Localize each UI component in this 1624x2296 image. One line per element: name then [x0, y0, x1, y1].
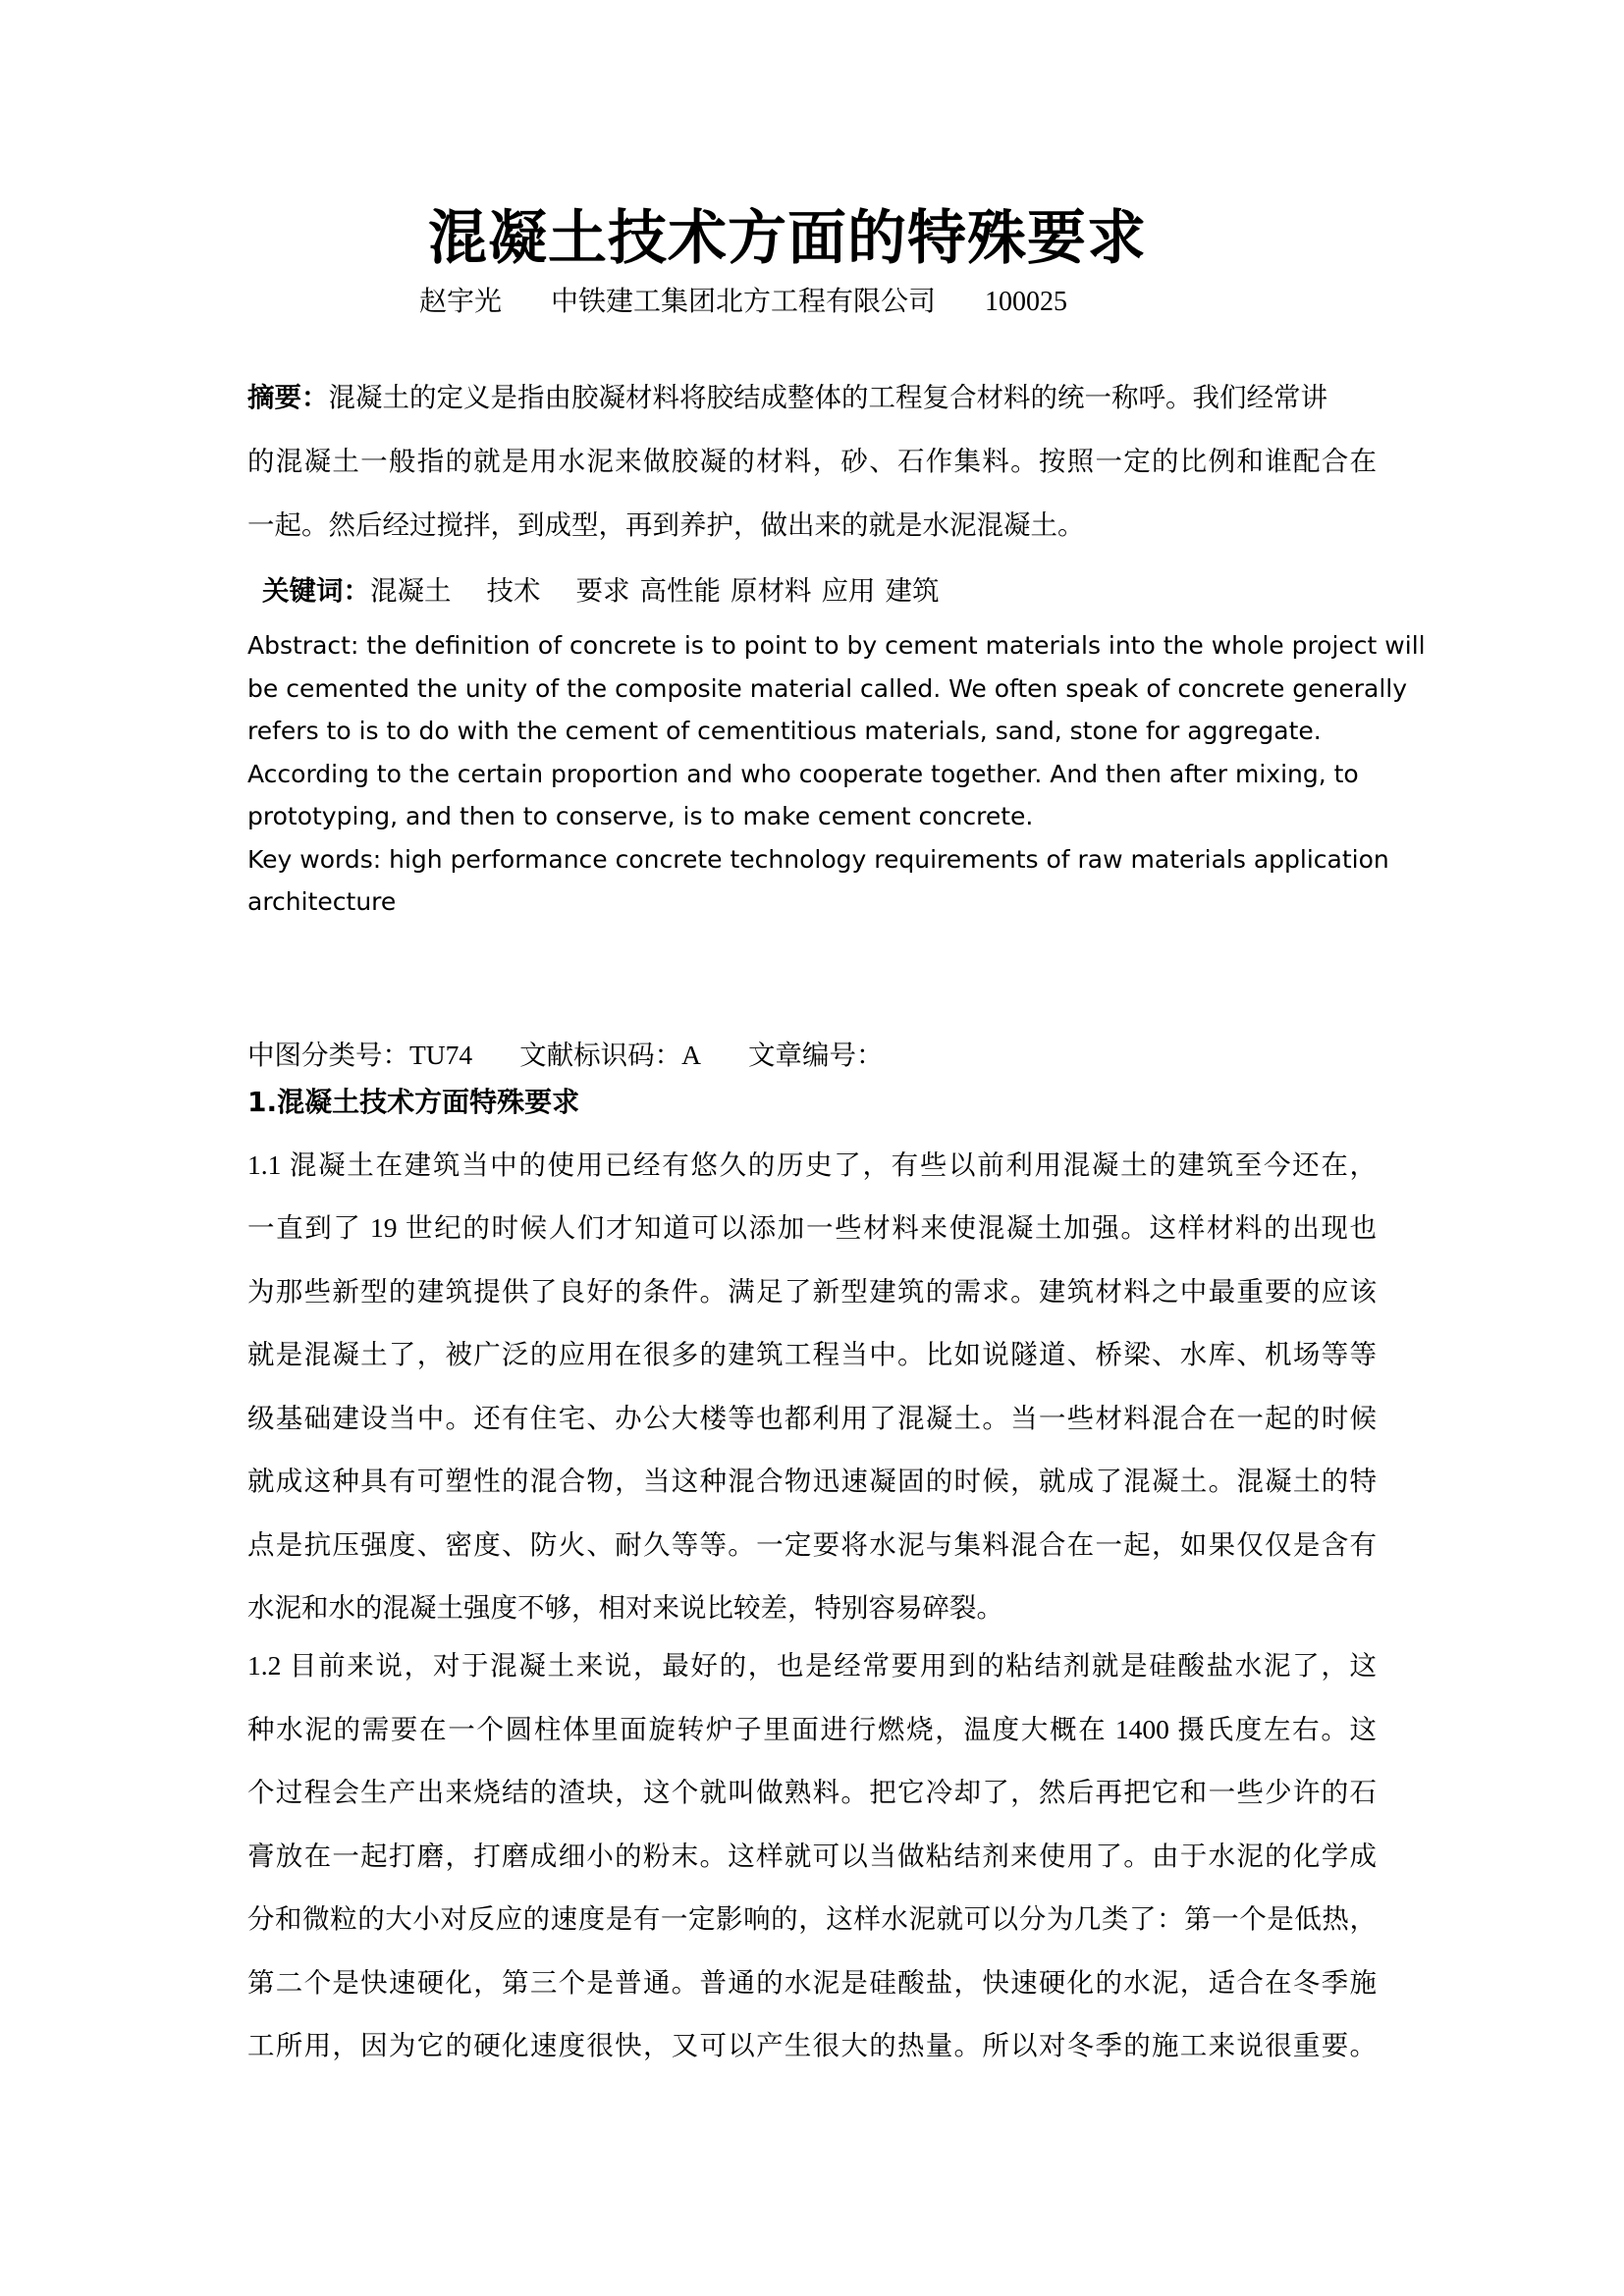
para-1-1-line: 为那些新型的建筑提供了良好的条件。满足了新型建筑的需求。建筑材料之中最重要的应该 — [247, 1276, 1377, 1307]
abstract-en-line-5: prototyping, and then to conserve, is to make cement concrete. — [247, 802, 1034, 830]
para-1-1-line: 点是抗压强度、密度、防火、耐久等等。一定要将水泥与集料混合在一起，如果仅仅是含有 — [247, 1529, 1377, 1560]
abstract-en-line-4: According to the certain proportion and who cooperate together. And then after mixing, to — [247, 760, 1359, 788]
keyword-item: 应用 — [821, 575, 876, 606]
author-name: 赵宇光 — [419, 287, 503, 317]
author-affiliation: 中铁建工集团北方工程有限公司 — [551, 287, 937, 317]
doc-code-label: 文献标识码： — [519, 1040, 682, 1070]
para-1-2-line: 工所用，因为它的硬化速度很快，又可以产生很大的热量。所以对冬季的施工来说很重要。 — [247, 2030, 1377, 2060]
author-postcode: 100025 — [985, 287, 1068, 317]
keyword-item: 要求 — [575, 575, 630, 606]
para-1-1-line: 级基础建设当中。还有住宅、办公大楼等也都利用了混凝土。当一些材料混合在一起的时候 — [247, 1403, 1377, 1433]
abstract-en-line-3: refers to is to do with the cement of cementitious materials, sand, stone for aggregate. — [247, 717, 1322, 745]
keyword-item: 建筑 — [885, 575, 940, 606]
abstract-en-line-2: be cemented the unity of the composite material called. We often speak of concrete generally — [247, 674, 1408, 703]
classification-line — [247, 1038, 884, 1073]
article-no-label: 文章编号： — [748, 1040, 884, 1070]
para-1-1-line: 水泥和水的混凝土强度不够，相对来说比较差，特别容易碎裂。 — [247, 1592, 1003, 1623]
keywords-en-line-1: Key words: high performance concrete technology requirements of raw materials application — [247, 845, 1389, 874]
para-1-2-line: 种水泥的需要在一个圆柱体里面旋转炉子里面进行燃烧，温度大概在 1400 摄氏度左右。这 — [247, 1714, 1377, 1744]
para-1-2-line: 1.2 目前来说，对于混凝土来说，最好的，也是经常要用到的粘结剂就是硅酸盐水泥了，这 — [247, 1650, 1377, 1681]
keywords-cn-label: 关键词： — [262, 575, 370, 607]
clc-label: 中图分类号： — [247, 1040, 409, 1070]
paper-title: 混凝土技术方面的特殊要求 — [428, 204, 1147, 273]
doc-code-value: A — [681, 1040, 702, 1070]
para-1-1-line: 就是混凝土了，被广泛的应用在很多的建筑工程当中。比如说隧道、桥梁、水库、机场等等 — [247, 1339, 1377, 1369]
abstract-cn-line-1 — [247, 380, 1377, 415]
abstract-cn-label: 摘要： — [247, 382, 329, 413]
author-line — [419, 285, 1067, 320]
abstract-cn-line-3: 一起。然后经过搅拌，到成型，再到养护，做出来的就是水泥混凝土。 — [247, 509, 1085, 540]
para-1-1-line: 1.1 混凝土在建筑当中的使用已经有悠久的历史了，有些以前利用混凝土的建筑至今还在， — [247, 1149, 1377, 1180]
keywords-cn — [262, 573, 940, 609]
keyword-item: 技术 — [486, 575, 541, 606]
para-1-2-line: 膏放在一起打磨，打磨成细小的粉末。这样就可以当做粘结剂来使用了。由于水泥的化学成 — [247, 1841, 1377, 1871]
keyword-item: 混凝土 — [370, 575, 452, 606]
para-1-1-line: 就成这种具有可塑性的混合物，当这种混合物迅速凝固的时候，就成了混凝土。混凝土的特 — [247, 1466, 1377, 1496]
section-1-heading: 1.混凝土技术方面特殊要求 — [247, 1086, 580, 1118]
clc-value: TU74 — [409, 1040, 473, 1070]
keyword-item: 高性能 — [639, 575, 721, 606]
para-1-2-line: 分和微粒的大小对反应的速度是有一定影响的，这样水泥就可以分为几类了：第一个是低热， — [247, 1903, 1377, 1934]
para-1-1-line: 一直到了 19 世纪的时候人们才知道可以添加一些材料来使混凝土加强。这样材料的出现也 — [247, 1212, 1377, 1243]
abstract-en-line-1: Abstract: the definition of concrete is to point to by cement materials into the whole project will — [247, 631, 1426, 660]
abstract-cn-text: 混凝土的定义是指由胶凝材料将胶结成整体的工程复合材料的统一称呼。我们经常讲 — [328, 382, 1327, 412]
abstract-cn-line-2: 的混凝土一般指的就是用水泥来做胶凝的材料，砂、石作集料。按照一定的比例和谁配合在 — [247, 446, 1377, 476]
keywords-en-line-2: architecture — [247, 887, 397, 916]
keyword-item: 原材料 — [731, 575, 812, 606]
para-1-2-line: 个过程会生产出来烧结的渣块，这个就叫做熟料。把它冷却了，然后再把它和一些少许的石 — [247, 1777, 1377, 1807]
para-1-2-line: 第二个是快速硬化，第三个是普通。普通的水泥是硅酸盐，快速硬化的水泥，适合在冬季施 — [247, 1967, 1377, 1998]
